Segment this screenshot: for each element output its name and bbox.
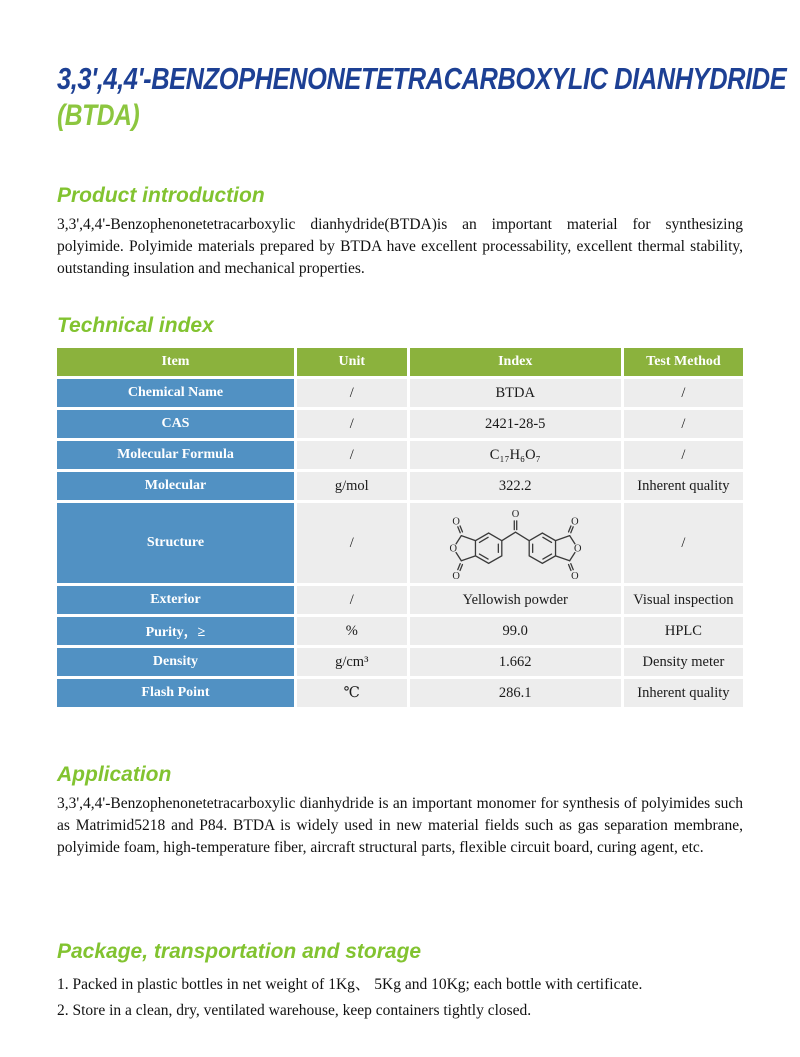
column-header-unit: Unit — [297, 348, 407, 376]
item-cell: Flash Point — [57, 679, 294, 707]
method-cell: Density meter — [624, 648, 743, 676]
table-row-flash-point — [57, 679, 743, 707]
page-subtitle-text: (BTDA) — [57, 99, 140, 132]
structure-diagram — [418, 504, 613, 582]
unit-cell: / — [297, 503, 407, 583]
application-paragraph: 3,3',4,4'-Benzophenonetetracarboxylic dianhydride is an important monomer for synthesis of polyimides such as Matrimid5218 and P84. BTDA is widely used in new material fields such as gas separation membrane, polyimide foam, high-temperature fiber, aircraft structural parts, flexible circuit board, curing agent, etc. — [57, 795, 743, 856]
method-cell: / — [624, 441, 743, 469]
table-row-purity — [57, 617, 743, 645]
unit-cell: g/cm³ — [297, 648, 407, 676]
table-row-molecular-formula — [57, 441, 743, 469]
item-cell: Density — [57, 648, 294, 676]
section-heading-product-introduction: Product introduction — [57, 184, 265, 207]
table-header-row — [57, 348, 743, 376]
index-cell: 286.1 — [410, 679, 621, 707]
index-cell: 322.2 — [410, 472, 621, 500]
unit-cell: ℃ — [297, 679, 407, 707]
item-cell: Purity，≥ — [57, 617, 294, 645]
section-heading-technical-index: Technical index — [57, 314, 214, 337]
table-row-exterior — [57, 586, 743, 614]
package-item: 1. Packed in plastic bottles in net weight of 1Kg、 5Kg and 10Kg; each bottle with certificate. — [57, 976, 643, 993]
index-cell: Yellowish powder — [410, 586, 621, 614]
column-header-index: Index — [410, 348, 621, 376]
ketone-oxygen-label: O — [511, 509, 519, 520]
index-cell: 99.0 — [410, 617, 621, 645]
item-cell: Molecular Formula — [57, 441, 294, 469]
unit-cell: / — [297, 441, 407, 469]
technical-index-table — [54, 345, 746, 710]
item-cell: Structure — [57, 503, 294, 583]
table-row-cas — [57, 410, 743, 438]
method-cell: / — [624, 503, 743, 583]
product-introduction-paragraph: 3,3',4,4'-Benzophenonetetracarboxylic dianhydride(BTDA)is an important material for synthesizing polyimide. Polyimide materials prepared by BTDA have excellent processability, excellent thermal stability, outstanding insulation and mechanical properties. — [57, 216, 743, 277]
method-cell: Visual inspection — [624, 586, 743, 614]
index-cell: 1.662 — [410, 648, 621, 676]
method-cell: Inherent quality — [624, 679, 743, 707]
item-cell: CAS — [57, 410, 294, 438]
page-subtitle — [57, 98, 743, 134]
index-cell: 2421-28-5 — [410, 410, 621, 438]
method-cell: / — [624, 410, 743, 438]
table-row-structure — [57, 503, 743, 583]
method-cell: HPLC — [624, 617, 743, 645]
table-row-density — [57, 648, 743, 676]
unit-cell: / — [297, 586, 407, 614]
table-row-molecular — [57, 472, 743, 500]
method-cell: / — [624, 379, 743, 407]
carbonyl-oxygen-label: O — [452, 570, 460, 582]
method-cell: Inherent quality — [624, 472, 743, 500]
column-header-test-method: Test Method — [624, 348, 743, 376]
section-heading-package: Package, transportation and storage — [57, 940, 422, 963]
item-cell: Exterior — [57, 586, 294, 614]
item-cell: Molecular — [57, 472, 294, 500]
index-cell: C₁₇H₆O₇ — [410, 441, 621, 469]
column-header-item: Item — [57, 348, 294, 376]
structure-cell — [410, 503, 621, 583]
unit-cell: / — [297, 410, 407, 438]
item-cell: Chemical Name — [57, 379, 294, 407]
unit-cell: % — [297, 617, 407, 645]
unit-cell: / — [297, 379, 407, 407]
package-items — [57, 972, 743, 1024]
page-title — [57, 0, 787, 97]
section-heading-application: Application — [57, 763, 172, 786]
package-item: 2. Store in a clean, dry, ventilated warehouse, keep containers tightly closed. — [57, 1002, 532, 1019]
technical-index-table-wrap — [54, 345, 743, 710]
index-cell: BTDA — [410, 379, 621, 407]
table-row-chemical-name — [57, 379, 743, 407]
page-title-text: 3,3',4,4'-BENZOPHENONETETRACARBOXYLIC DIANHYDRIDE — [57, 61, 787, 96]
carbonyl-oxygen-label: O — [452, 516, 460, 528]
bridge-oxygen-label: O — [449, 543, 457, 555]
unit-cell: g/mol — [297, 472, 407, 500]
